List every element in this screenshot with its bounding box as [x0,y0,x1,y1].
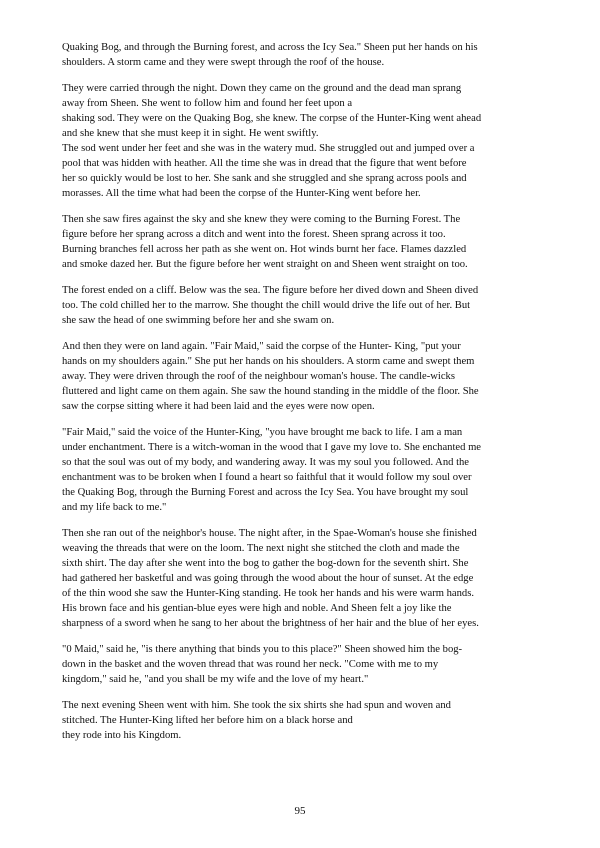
text-line: And then they were on land again. "Fair Maid," said the corpse of the Hunter- King, "put your [62,341,461,352]
text-line: fluttered and light came on them again. She saw the hound standing in the middle of the floor. She [62,386,479,397]
text-line: The forest ended on a cliff. Below was the sea. The figure before her dived down and Sheen dived [62,285,479,296]
text-line: so that the soul was out of my body, and wandering away. It was my soul you followed. And the [62,457,470,468]
text-line: saw the corpse sitting where it had been laid and the eyes were now open. [62,401,375,412]
text-line: shaking sod. They were on the Quaking Bog, she knew. The corpse of the Hunter-King went ahead [62,113,482,124]
page-body [62,40,546,754]
paragraph-5 [62,339,546,414]
text-line: had gathered her basketful and was going through the wood about the hour of sunset. At the edge [62,573,474,584]
text-line: too. The cold chilled her to the marrow. She thought the chill would drive the life out of her. But [62,300,471,311]
text-line: she saw the head of one swimming before her and she swam on. [62,315,335,326]
text-line: "Fair Maid," said the voice of the Hunter-King, "you have brought me back to life. I am a man [62,427,463,438]
text-line: Quaking Bog, and through the Burning forest, and across the Icy Sea." Sheen put her hands on his [62,42,478,53]
paragraph-2 [62,81,546,201]
text-line: They were carried through the night. Down they came on the ground and the dead man sprang [62,83,462,94]
paragraph-1 [62,40,546,70]
text-line: His brown face and his gentian-blue eyes were high and noble. And Sheen felt a joy like the [62,603,452,614]
text-line: the Quaking Bog, through the Burning Forest and across the Icy Sea. You have brought my soul [62,487,469,498]
text-line: of the thin wood she saw the Hunter-King standing. He took her hands and his were warm hands. [62,588,474,599]
paragraph-6 [62,425,546,515]
text-line: away from Sheen. She went to follow him and found her feet upon a [62,98,353,109]
paragraph-4 [62,283,546,328]
text-line: hands on my shoulders again." She put her hands on his shoulders. A storm came and swept them [62,356,475,367]
paragraph-8 [62,642,546,687]
text-line: shoulders. A storm came and they were swept through the roof of the house. [62,57,385,68]
text-line: Then she ran out of the neighbor's house. The night after, in the Spae-Woman's house she finished [62,528,477,539]
text-line: they rode into his Kingdom. [62,730,182,741]
text-line: enchantment was to be broken when I found a heart so faithful that it would follow my soul over [62,472,472,483]
paragraph-9 [62,698,546,743]
paragraph-3 [62,212,546,272]
text-line: The sod went under her feet and she was in the watery mud. She struggled out and jumped over a [62,143,475,154]
text-line: her so quickly would be lost to her. She sank and she struggled and she sprang across pools and [62,173,467,184]
text-line: sharpness of a sword when he sang to her about the brightness of her hair and the blue of her eyes. [62,618,479,629]
text-line: figure before her sprang across a ditch and went into the forest. Sheen sprang across it too. [62,229,446,240]
text-line: The next evening Sheen went with him. She took the six shirts she had spun and woven and [62,700,451,711]
paragraph-7 [62,526,546,631]
text-line: and smoke dazed her. But the figure before her went straight on and Sheen went straight on too. [62,259,468,270]
text-line: pool that was hidden with heather. All the time she was in dread that the figure that went before [62,158,467,169]
text-line: and she knew that she must keep it in sight. He went swiftly. [62,128,319,139]
text-line: away. They were driven through the roof of the neighbour woman's house. The candle-wicks [62,371,455,382]
text-line: Then she saw fires against the sky and she knew they were coming to the Burning Forest. The [62,214,461,225]
page-number: 95 [294,805,306,817]
text-line: stitched. The Hunter-King lifted her before him on a black horse and [62,715,353,726]
text-line: sixth shirt. The day after she went into the bog to gather the bog-down for the seventh shirt. She [62,558,469,569]
text-line: kingdom," said he, "and you shall be my wife and the love of my heart." [62,674,369,685]
text-line: "0 Maid," said he, "is there anything that binds you to this place?" Sheen showed him the bog- [62,644,463,655]
text-line: under enchantment. There is a witch-woman in the wood that I gave my love to. She enchanted me [62,442,482,453]
text-line: Burning branches fell across her path as she went on. Hot winds burnt her face. Flames dazzled [62,244,467,255]
text-line: weaving the threads that were on the loom. The next night she stitched the cloth and made the [62,543,460,554]
text-line: morasses. All the time what had been the corpse of the Hunter-King went before her. [62,188,421,199]
text-line: down in the basket and the woven thread that was round her neck. "Come with me to my [62,659,439,670]
text-line: and my life back to me." [62,502,167,513]
